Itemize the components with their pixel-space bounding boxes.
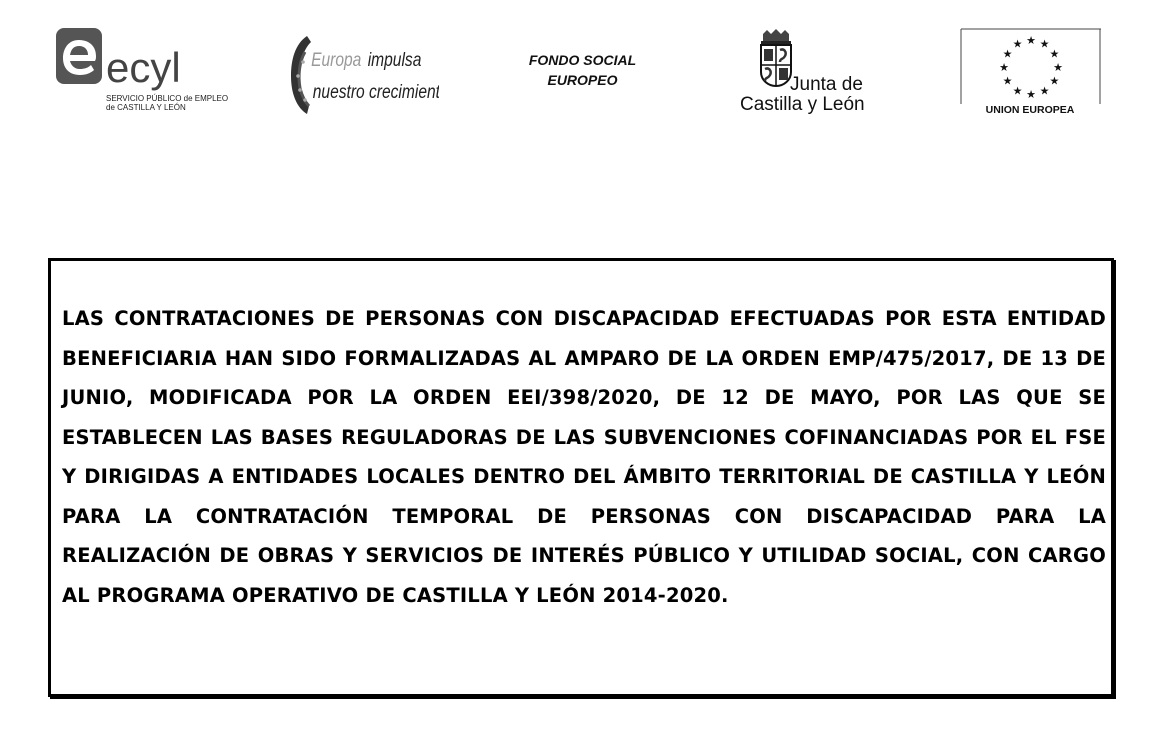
- ecyl-subtitle: [106, 94, 228, 112]
- eu-star-icon: ★: [1039, 84, 1050, 98]
- junta-castilla-leon-logo: [737, 28, 877, 120]
- europa-impulsa-logo: [289, 32, 439, 117]
- junta-line1: Junta de: [790, 74, 863, 95]
- svg-text:nuestro crecimiento: nuestro crecimiento: [312, 80, 439, 103]
- europa-impulsa-mark: [289, 32, 439, 117]
- union-europea-logo: [960, 28, 1102, 122]
- eu-star-icon: ★: [1049, 47, 1060, 61]
- ecyl-mark: [56, 28, 216, 94]
- eu-star-icon: ★: [1012, 84, 1023, 98]
- eu-label: UNION EUROPEA: [985, 104, 1075, 116]
- notice-box: [48, 258, 1114, 697]
- eu-star-icon: ★: [1026, 88, 1036, 101]
- eu-star-icon: ★: [1002, 74, 1013, 88]
- eu-star-icon: ★: [1002, 47, 1013, 61]
- notice-text: LAS CONTRATACIONES DE PERSONAS CON DISCAPACIDAD EFECTUADAS POR ESTA ENTIDAD BENEFICIARIA HAN SIDO FORMALIZADAS AL AMPARO DE LA ORDEN EMP/475/2017, DE 13 DE JUNIO, MODIFICADA POR LA ORDEN EEI/398/2020, DE 12 DE MAYO, POR LAS QUE SE ESTABLECEN LAS BASES REGULADORAS DE LAS SUBVENCIONES COFINANCIADAS POR EL FSE Y DIRIGIDAS A ENTIDADES LOCALES DENTRO DEL ÁMBITO TERRITORIAL DE CASTILLA Y LEÓN PARA LA CONTRATACIÓN TEMPORAL DE PERSONAS CON DISCAPACIDAD PARA LA REALIZACIÓN DE OBRAS Y SERVICIOS DE INTERÉS PÚBLICO Y UTILIDAD SOCIAL, CON CARGO AL PROGRAMA OPERATIVO DE CASTILLA Y LEÓN 2014-2020.: [62, 307, 1106, 607]
- eu-star-icon: ★: [1012, 37, 1023, 51]
- eu-star-icon: ★: [1053, 61, 1063, 74]
- ecyl-subtitle-line2: de CASTILLA Y LEÓN: [106, 103, 186, 112]
- svg-text:impulsa: impulsa: [367, 48, 422, 71]
- eu-star-icon: ★: [999, 61, 1009, 74]
- junta-line2: Castilla y León: [740, 94, 865, 115]
- fse-line2: EUROPEO: [547, 72, 618, 88]
- eu-star-icon: ★: [1049, 74, 1060, 88]
- svg-text:ecyl: ecyl: [106, 44, 181, 91]
- ecyl-logo: [56, 28, 229, 118]
- eu-star-icon: ★: [1026, 34, 1036, 47]
- fondo-social-europeo-label: [505, 50, 660, 90]
- svg-text:Europa: Europa: [311, 48, 362, 71]
- eu-star-icon: ★: [1039, 37, 1050, 51]
- fse-line1: FONDO SOCIAL: [528, 52, 637, 68]
- ecyl-subtitle-line1: SERVICIO PÚBLICO de EMPLEO: [106, 94, 229, 103]
